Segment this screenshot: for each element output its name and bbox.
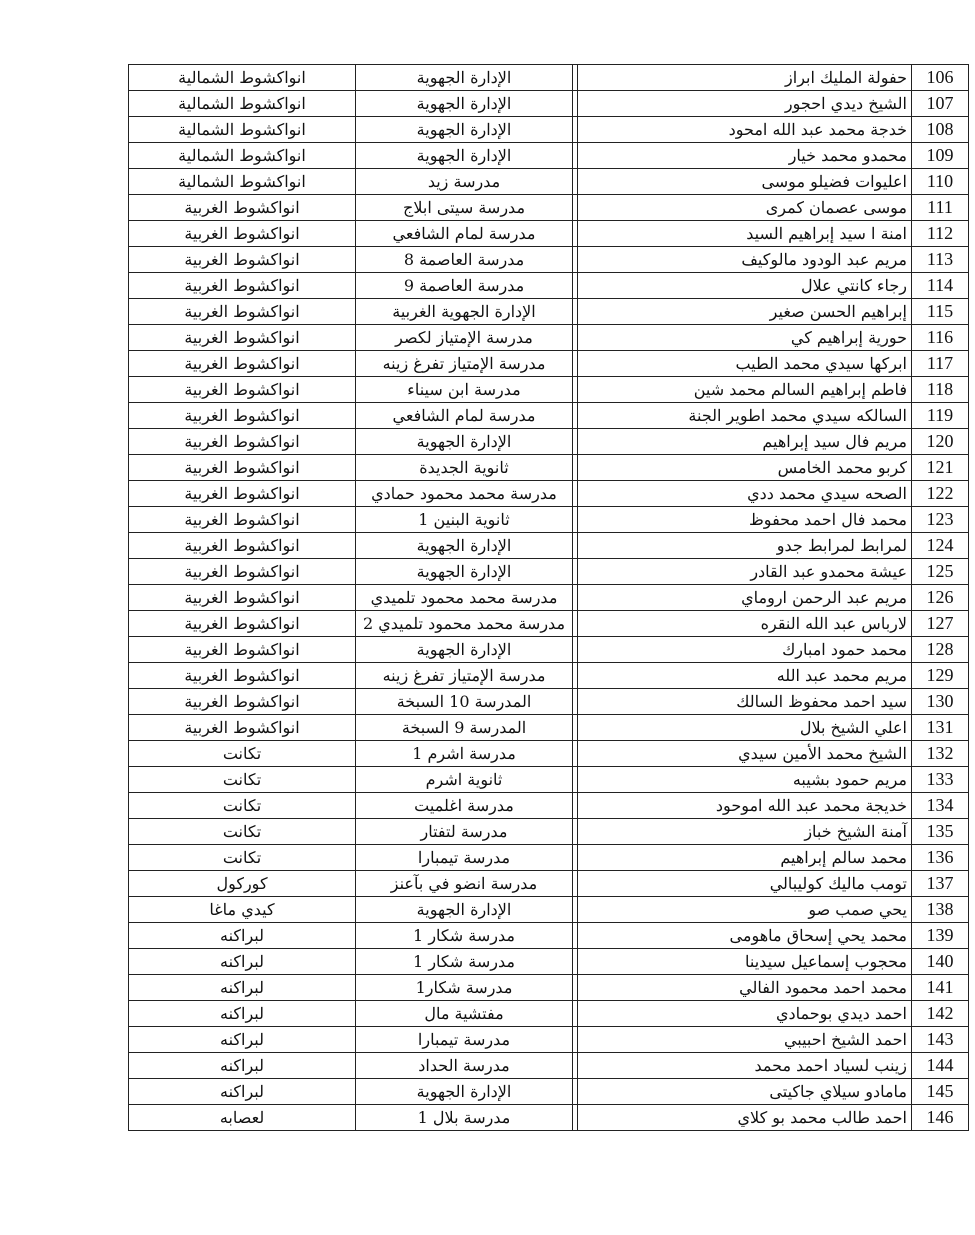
region-cell: انواكشوط الغربية [129,429,356,455]
workplace-cell: الإدارة الجهوية [356,637,573,663]
row-number-cell: 138 [912,897,969,923]
row-number-cell: 127 [912,611,969,637]
workplace-cell: ثانوية الجديدة [356,455,573,481]
row-number-cell: 133 [912,767,969,793]
region-cell: انواكشوط الشمالية [129,91,356,117]
workplace-cell: مدرسة محمد محمود تلميدي [356,585,573,611]
column-divider [573,351,578,377]
region-cell: انواكشوط الغربية [129,663,356,689]
workplace-cell: مدرسة شكار 1 [356,949,573,975]
person-name-cell: لمرابط لمرابط جدو [578,533,912,559]
table-row [129,247,969,273]
table-row [129,533,969,559]
table-row [129,91,969,117]
column-divider [573,247,578,273]
person-name-cell: إبراهيم الحسن صغير [578,299,912,325]
workplace-cell: مدرسة سيتى ابلاج [356,195,573,221]
column-divider [573,559,578,585]
table-row [129,611,969,637]
column-divider [573,975,578,1001]
table-row [129,559,969,585]
person-name-cell: تومب ماليك كوليبالي [578,871,912,897]
column-divider [573,91,578,117]
row-number-cell: 129 [912,663,969,689]
region-cell: تكانت [129,741,356,767]
row-number-cell: 135 [912,819,969,845]
region-cell: انواكشوط الغربية [129,637,356,663]
row-number-cell: 108 [912,117,969,143]
table-row [129,1105,969,1131]
row-number-cell: 111 [912,195,969,221]
table-row [129,663,969,689]
row-number-cell: 107 [912,91,969,117]
table-row [129,819,969,845]
table-row [129,1027,969,1053]
region-cell: تكانت [129,845,356,871]
person-name-cell: مريم عبد الرحمن اروماي [578,585,912,611]
region-cell: لبراكنه [129,949,356,975]
person-name-cell: مريم فال سيد إبراهيم [578,429,912,455]
region-cell: تكانت [129,819,356,845]
table-row [129,793,969,819]
person-name-cell: لارباس عبد الله النقره [578,611,912,637]
workplace-cell: الإدارة الجهوية [356,117,573,143]
column-divider [573,949,578,975]
region-cell: انواكشوط الشمالية [129,169,356,195]
workplace-cell: مدرسة زيد [356,169,573,195]
region-cell: تكانت [129,793,356,819]
row-number-cell: 139 [912,923,969,949]
table-row [129,299,969,325]
table-row [129,767,969,793]
workplace-cell: مدرسة بلال 1 [356,1105,573,1131]
person-name-cell: الصحه سيدي محمد ددي [578,481,912,507]
column-divider [573,325,578,351]
workplace-cell: مدرسة الإمتياز تفرغ زينه [356,351,573,377]
column-divider [573,897,578,923]
person-name-cell: خديجة محمد عبد الله اموحود [578,793,912,819]
person-name-cell: احمد طالب محمد بو كلاي [578,1105,912,1131]
column-divider [573,1027,578,1053]
workplace-cell: مدرسة اشرم 1 [356,741,573,767]
workplace-cell: مدرسة لمام الشافعي [356,221,573,247]
column-divider [573,455,578,481]
person-name-cell: مامادو سيلاي جاكيتى [578,1079,912,1105]
workplace-cell: مدرسة الحداد [356,1053,573,1079]
column-divider [573,403,578,429]
person-name-cell: كربو محمد الخامس [578,455,912,481]
row-number-cell: 134 [912,793,969,819]
workplace-cell: مدرسة ابن سيناء [356,377,573,403]
row-number-cell: 140 [912,949,969,975]
row-number-cell: 146 [912,1105,969,1131]
column-divider [573,871,578,897]
person-name-cell: حفولة المليك ابراز [578,65,912,91]
person-name-cell: زينب لسياد احمد محمد [578,1053,912,1079]
column-divider [573,169,578,195]
region-cell: تكانت [129,767,356,793]
row-number-cell: 126 [912,585,969,611]
person-name-cell: محمد حمود امبارك [578,637,912,663]
workplace-cell: الإدارة الجهوية [356,559,573,585]
column-divider [573,637,578,663]
row-number-cell: 113 [912,247,969,273]
column-divider [573,585,578,611]
table-row [129,845,969,871]
row-number-cell: 124 [912,533,969,559]
region-cell: لبراكنه [129,1079,356,1105]
person-name-cell: احمد الشيخ احبيبي [578,1027,912,1053]
region-cell: لعصابه [129,1105,356,1131]
region-cell: انواكشوط الغربية [129,533,356,559]
person-name-cell: احمد ديدي بوحمادي [578,1001,912,1027]
region-cell: انواكشوط الشمالية [129,143,356,169]
region-cell: انواكشوط الغربية [129,247,356,273]
column-divider [573,65,578,91]
row-number-cell: 112 [912,221,969,247]
workplace-cell: مدرسة تيمبارا [356,845,573,871]
row-number-cell: 122 [912,481,969,507]
table-row [129,871,969,897]
column-divider [573,299,578,325]
workplace-cell: ثانوية اشرم [356,767,573,793]
column-divider [573,195,578,221]
region-cell: انواكشوط الغربية [129,299,356,325]
region-cell: انواكشوط الغربية [129,611,356,637]
table-row [129,1001,969,1027]
person-name-cell: يحي صمب صو [578,897,912,923]
column-divider [573,741,578,767]
region-cell: لبراكنه [129,975,356,1001]
staff-table-body [129,65,969,1131]
workplace-cell: الإدارة الجهوية الغربية [356,299,573,325]
table-row [129,325,969,351]
table-row [129,637,969,663]
region-cell: انواكشوط الغربية [129,455,356,481]
workplace-cell: الإدارة الجهوية [356,897,573,923]
row-number-cell: 142 [912,1001,969,1027]
person-name-cell: امنة ا سيد إبراهيم السيد [578,221,912,247]
row-number-cell: 141 [912,975,969,1001]
row-number-cell: 125 [912,559,969,585]
column-divider [573,143,578,169]
workplace-cell: مدرسة الإمتياز لكصر [356,325,573,351]
row-number-cell: 116 [912,325,969,351]
region-cell: انواكشوط الغربية [129,507,356,533]
person-name-cell: اعلي الشيخ بلال [578,715,912,741]
column-divider [573,221,578,247]
region-cell: انواكشوط الغربية [129,481,356,507]
row-number-cell: 121 [912,455,969,481]
table-row [129,273,969,299]
row-number-cell: 115 [912,299,969,325]
row-number-cell: 120 [912,429,969,455]
table-row [129,351,969,377]
table-row [129,1053,969,1079]
row-number-cell: 130 [912,689,969,715]
region-cell: لبراكنه [129,923,356,949]
person-name-cell: آمنة الشيخ خباز [578,819,912,845]
table-row [129,923,969,949]
person-name-cell: رجاء كانتي علال [578,273,912,299]
table-row [129,715,969,741]
row-number-cell: 114 [912,273,969,299]
person-name-cell: عيشة محمدو عبد القادر [578,559,912,585]
region-cell: انواكشوط الغربية [129,559,356,585]
person-name-cell: حورية إبراهيم كي [578,325,912,351]
workplace-cell: مدرسة الإمتياز تفرغ زينه [356,663,573,689]
person-name-cell: الشيخ محمد الأمين سيدي [578,741,912,767]
column-divider [573,689,578,715]
table-row [129,143,969,169]
workplace-cell: المدرسة 10 السبخة [356,689,573,715]
workplace-cell: الإدارة الجهوية [356,533,573,559]
workplace-cell: مدرسة محمد محمود تلميدي 2 [356,611,573,637]
region-cell: لبراكنه [129,1027,356,1053]
person-name-cell: فاطم إبراهيم السالم محمد شين [578,377,912,403]
workplace-cell: الإدارة الجهوية [356,1079,573,1105]
table-row [129,949,969,975]
workplace-cell: مدرسة لمام الشافعي [356,403,573,429]
row-number-cell: 143 [912,1027,969,1053]
region-cell: انواكشوط الغربية [129,221,356,247]
row-number-cell: 131 [912,715,969,741]
table-row [129,455,969,481]
person-name-cell: محمدو محمد خيار [578,143,912,169]
table-row [129,169,969,195]
table-row [129,403,969,429]
region-cell: انواكشوط الغربية [129,325,356,351]
row-number-cell: 145 [912,1079,969,1105]
column-divider [573,1105,578,1131]
row-number-cell: 117 [912,351,969,377]
person-name-cell: خدجة محمد عبد الله امحود [578,117,912,143]
region-cell: انواكشوط الغربية [129,403,356,429]
table-row [129,65,969,91]
person-name-cell: مريم حمود بشيبه [578,767,912,793]
person-name-cell: الشيخ ديدي احجور [578,91,912,117]
document-page [128,64,964,1131]
column-divider [573,923,578,949]
person-name-cell: ابركها سيدي محمد الطيب [578,351,912,377]
row-number-cell: 118 [912,377,969,403]
table-row [129,1079,969,1105]
column-divider [573,663,578,689]
column-divider [573,1079,578,1105]
column-divider [573,1053,578,1079]
workplace-cell: مفتشية مال [356,1001,573,1027]
table-row [129,897,969,923]
column-divider [573,611,578,637]
workplace-cell: الإدارة الجهوية [356,65,573,91]
table-row [129,585,969,611]
column-divider [573,533,578,559]
table-row [129,975,969,1001]
staff-table [128,64,969,1131]
row-number-cell: 137 [912,871,969,897]
workplace-cell: مدرسة انضو في بآعنز [356,871,573,897]
person-name-cell: اعليوات فضيلو موسى [578,169,912,195]
workplace-cell: ثانوية البنين 1 [356,507,573,533]
column-divider [573,845,578,871]
region-cell: كيدي ماغا [129,897,356,923]
region-cell: انواكشوط الغربية [129,689,356,715]
row-number-cell: 110 [912,169,969,195]
workplace-cell: مدرسة تيمبارا [356,1027,573,1053]
region-cell: انواكشوط الغربية [129,195,356,221]
column-divider [573,819,578,845]
person-name-cell: موسى عصمان كمرى [578,195,912,221]
table-row [129,507,969,533]
workplace-cell: الإدارة الجهوية [356,143,573,169]
person-name-cell: مريم محمد عبد الله [578,663,912,689]
region-cell: انواكشوط الغربية [129,273,356,299]
table-row [129,117,969,143]
workplace-cell: الإدارة الجهوية [356,429,573,455]
region-cell: لبراكنه [129,1053,356,1079]
column-divider [573,507,578,533]
table-row [129,195,969,221]
column-divider [573,715,578,741]
person-name-cell: محمد يحي إسحاق ماهومى [578,923,912,949]
region-cell: انواكشوط الغربية [129,715,356,741]
row-number-cell: 144 [912,1053,969,1079]
region-cell: انواكشوط الغربية [129,377,356,403]
workplace-cell: مدرسة العاصمة 9 [356,273,573,299]
person-name-cell: سيد احمد محفوظ السالك [578,689,912,715]
row-number-cell: 128 [912,637,969,663]
region-cell: انواكشوط الشمالية [129,65,356,91]
row-number-cell: 136 [912,845,969,871]
workplace-cell: الإدارة الجهوية [356,91,573,117]
column-divider [573,481,578,507]
region-cell: انواكشوط الغربية [129,351,356,377]
region-cell: لبراكنه [129,1001,356,1027]
row-number-cell: 132 [912,741,969,767]
column-divider [573,767,578,793]
column-divider [573,1001,578,1027]
person-name-cell: محمد احمد محمود الفالي [578,975,912,1001]
workplace-cell: المدرسة 9 السبخة [356,715,573,741]
column-divider [573,117,578,143]
workplace-cell: مدرسة لتفتار [356,819,573,845]
region-cell: كوركول [129,871,356,897]
row-number-cell: 119 [912,403,969,429]
table-row [129,481,969,507]
workplace-cell: مدرسة محمد محمود حمادي [356,481,573,507]
person-name-cell: مريم عبد الودود مالوكيف [578,247,912,273]
row-number-cell: 106 [912,65,969,91]
workplace-cell: مدرسة العاصمة 8 [356,247,573,273]
region-cell: انواكشوط الغربية [129,585,356,611]
person-name-cell: محمد فال احمد محفوظ [578,507,912,533]
table-row [129,741,969,767]
person-name-cell: محمد سالم إبراهيم [578,845,912,871]
table-row [129,221,969,247]
table-row [129,429,969,455]
workplace-cell: مدرسة شكار1 [356,975,573,1001]
column-divider [573,273,578,299]
workplace-cell: مدرسة شكار 1 [356,923,573,949]
row-number-cell: 109 [912,143,969,169]
table-row [129,689,969,715]
person-name-cell: السالكه سيدي محمد اطوير الجنة [578,403,912,429]
row-number-cell: 123 [912,507,969,533]
column-divider [573,793,578,819]
region-cell: انواكشوط الشمالية [129,117,356,143]
workplace-cell: مدرسة اغلميت [356,793,573,819]
table-row [129,377,969,403]
column-divider [573,429,578,455]
column-divider [573,377,578,403]
person-name-cell: محجوب إسماعيل سيدينا [578,949,912,975]
